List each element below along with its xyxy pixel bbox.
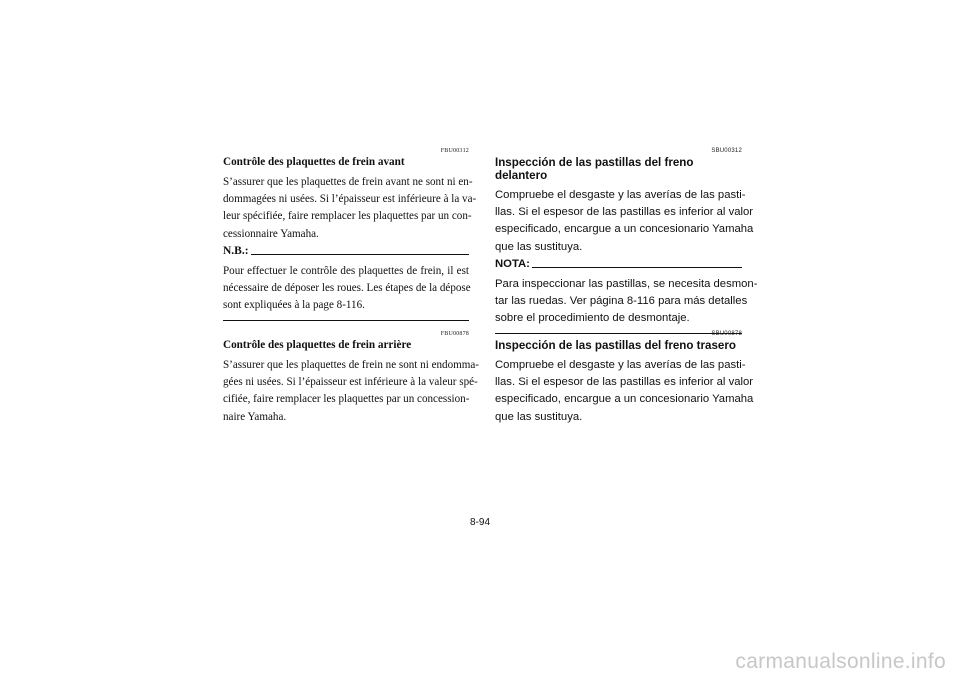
body-line: S’assurer que les plaquettes de frein avant ne sont ni en- — [223, 176, 473, 188]
body-line: Compruebe el desgaste y las averías de las pasti- — [495, 359, 746, 371]
note-line: tar las ruedas. Ver página 8-116 para más detalles — [495, 295, 748, 308]
es-rear-brake-section — [495, 331, 754, 426]
section-code: SBU00878 — [711, 331, 742, 337]
body-line: especificado, encargue a un concesionario Yamaha — [495, 393, 754, 406]
section-body — [223, 357, 480, 426]
note-header — [223, 244, 469, 258]
section-code: FBU00878 — [440, 331, 469, 337]
note-label: N.B.: — [223, 244, 249, 257]
section-body — [495, 357, 754, 426]
section-title: Contrôle des plaquettes de frein avant — [223, 156, 405, 168]
fr-rear-brake-section — [223, 331, 480, 426]
section-body — [495, 187, 754, 256]
note-body — [495, 276, 758, 328]
body-line: cessionnaire Yamaha. — [223, 227, 319, 240]
note-rule — [251, 254, 469, 255]
note-line: nécessaire de déposer les roues. Les étapes de la dépose — [223, 282, 471, 295]
body-line: que las sustituya. — [495, 240, 583, 253]
section-code: FBU00312 — [440, 148, 469, 154]
es-front-brake-section — [495, 148, 758, 334]
section-code: SBU00312 — [711, 148, 742, 154]
section-title: Inspección de las pastillas del freno trasero — [495, 339, 736, 352]
body-line: S’assurer que les plaquettes de frein ne sont ni endomma- — [223, 359, 480, 371]
body-line: Compruebe el desgaste y las averías de las pasti- — [495, 189, 746, 201]
fr-front-brake-section — [223, 148, 477, 321]
section-title: Inspección de las pastillas del freno delantero — [495, 156, 694, 182]
note-header — [495, 257, 742, 271]
body-line: naire Yamaha. — [223, 410, 287, 423]
note-line: Pour effectuer le contrôle des plaquettes de frein, il est — [223, 264, 469, 277]
body-line: que las sustituya. — [495, 410, 583, 423]
body-line: llas. Si el espesor de las pastillas es inferior al valor — [495, 376, 754, 389]
note-line: Para inspeccionar las pastillas, se necesita desmon- — [495, 277, 758, 290]
body-line: llas. Si el espesor de las pastillas es inferior al valor — [495, 206, 754, 219]
body-line: especificado, encargue a un concesionario Yamaha — [495, 223, 754, 236]
note-body — [223, 263, 469, 315]
note-rule — [532, 267, 742, 268]
page-number: 8-94 — [469, 517, 490, 528]
note-end-rule — [223, 320, 469, 321]
body-line: dommagées ni usées. Si l’épaisseur est inférieure à la va- — [223, 193, 477, 206]
section-body — [223, 174, 477, 243]
note-line: sobre el procedimiento de desmontaje. — [495, 312, 690, 325]
watermark-text: carmanualsonline.info — [735, 650, 946, 673]
section-title: Contrôle des plaquettes de frein arrière — [223, 339, 412, 351]
note-label: NOTA: — [495, 257, 530, 270]
body-line: cifiée, faire remplacer les plaquettes par un concession- — [223, 393, 470, 406]
note-line: sont expliquées à la page 8-116. — [223, 299, 365, 312]
body-line: leur spécifiée, faire remplacer les plaquettes par un con- — [223, 210, 472, 223]
body-line: gées ni usées. Si l’épaisseur est inférieure à la valeur spé- — [223, 376, 478, 389]
